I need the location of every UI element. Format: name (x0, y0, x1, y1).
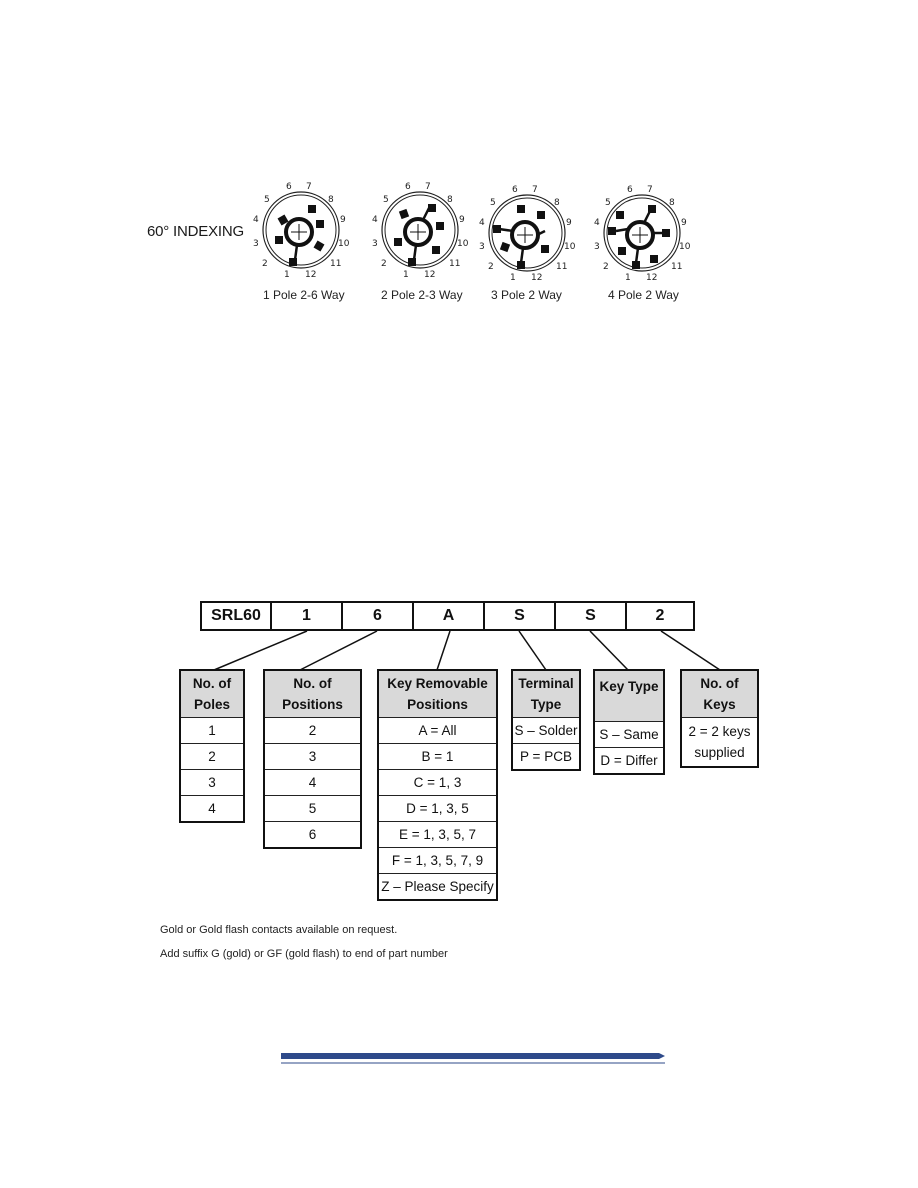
svg-text:12: 12 (646, 273, 658, 283)
svg-text:10: 10 (679, 242, 690, 252)
indexing-diagram-3-pole (479, 183, 575, 283)
switch-diagram-icon (479, 183, 575, 283)
svg-text:6: 6 (405, 182, 411, 192)
svg-text:4: 4 (372, 215, 378, 225)
svg-text:6: 6 (627, 185, 633, 195)
table-row: B = 1 (378, 744, 497, 770)
connector-key-type (590, 631, 628, 670)
connector-key-removable (437, 631, 450, 670)
svg-text:5: 5 (605, 198, 611, 208)
diagram-caption-4-pole: 4 Pole 2 Way (608, 288, 679, 302)
positions-table (263, 669, 362, 849)
indexing-label: 60° INDEXING (147, 223, 244, 240)
svg-text:7: 7 (532, 185, 538, 195)
positions-header: No. of Positions (264, 670, 361, 718)
svg-text:4: 4 (253, 215, 259, 225)
svg-text:3: 3 (479, 242, 485, 252)
svg-text:5: 5 (264, 195, 270, 205)
svg-text:8: 8 (328, 195, 334, 205)
switch-diagram-icon (372, 180, 468, 280)
svg-text:5: 5 (383, 195, 389, 205)
part-number-positions: 6 (343, 603, 414, 629)
table-row: C = 1, 3 (378, 770, 497, 796)
table-row: D = 1, 3, 5 (378, 796, 497, 822)
table-row: S – Same (594, 722, 664, 748)
svg-text:6: 6 (286, 182, 292, 192)
table-row: 1 (180, 718, 244, 744)
table-row: S – Solder (512, 718, 580, 744)
table-row: 6 (264, 822, 361, 849)
svg-text:12: 12 (305, 270, 317, 280)
svg-text:8: 8 (554, 198, 560, 208)
svg-text:12: 12 (424, 270, 436, 280)
part-number-key-type: S (556, 603, 627, 629)
note-gold-contacts: Gold or Gold flash contacts available on request. (160, 924, 398, 936)
terminal-type-header: Terminal Type (512, 670, 580, 718)
part-number-series: SRL60 (202, 603, 272, 629)
terminal-type-table (511, 669, 581, 771)
connector-poles (214, 631, 307, 670)
svg-text:1: 1 (625, 273, 631, 283)
connector-terminal (519, 631, 546, 670)
svg-text:2: 2 (488, 262, 494, 272)
table-row: 3 (180, 770, 244, 796)
svg-text:5: 5 (490, 198, 496, 208)
indexing-diagram-2-pole (372, 180, 468, 280)
svg-text:9: 9 (459, 215, 465, 225)
svg-text:10: 10 (338, 239, 349, 249)
diagram-caption-3-pole: 3 Pole 2 Way (491, 288, 562, 302)
svg-text:4: 4 (594, 218, 600, 228)
svg-text:4: 4 (479, 218, 485, 228)
svg-text:3: 3 (253, 239, 259, 249)
keys-table (680, 669, 759, 768)
table-row: P = PCB (512, 744, 580, 771)
footer-divider (281, 1051, 666, 1067)
svg-text:11: 11 (556, 262, 568, 272)
svg-text:11: 11 (330, 259, 342, 269)
svg-text:7: 7 (306, 182, 312, 192)
table-row: 4 (180, 796, 244, 823)
table-row: 3 (264, 744, 361, 770)
part-number-keys: 2 (655, 607, 665, 624)
table-row: Z – Please Specify (378, 874, 497, 901)
table-row: 2 (180, 744, 244, 770)
table-row: A = All (378, 718, 497, 744)
part-number-poles: 1 (272, 603, 343, 629)
svg-text:7: 7 (647, 185, 653, 195)
svg-text:9: 9 (340, 215, 346, 225)
svg-text:11: 11 (671, 262, 683, 272)
part-number-terminal: S (485, 603, 556, 629)
svg-text:10: 10 (564, 242, 575, 252)
switch-diagram-icon (253, 180, 349, 280)
svg-text:7: 7 (425, 182, 431, 192)
svg-text:10: 10 (457, 239, 468, 249)
svg-text:9: 9 (566, 218, 572, 228)
poles-table (179, 669, 245, 823)
table-row: 5 (264, 796, 361, 822)
table-row: F = 1, 3, 5, 7, 9 (378, 848, 497, 874)
key-type-header: Key Type (594, 670, 664, 722)
svg-text:2: 2 (381, 259, 387, 269)
svg-text:11: 11 (449, 259, 461, 269)
svg-text:1: 1 (403, 270, 409, 280)
indexing-diagram-4-pole (594, 183, 690, 283)
key-removable-header: Key Removable Positions (378, 670, 497, 718)
table-row: 4 (264, 770, 361, 796)
note-suffix: Add suffix G (gold) or GF (gold flash) to end of part number (160, 948, 448, 960)
keys-header: No. of Keys (681, 670, 758, 718)
switch-diagram-icon (594, 183, 690, 283)
table-row: 2 = 2 keys supplied (681, 718, 758, 768)
indexing-diagram-1-pole (253, 180, 349, 280)
connector-positions (300, 631, 377, 670)
svg-text:8: 8 (669, 198, 675, 208)
connector-keys (661, 631, 720, 670)
svg-text:1: 1 (510, 273, 516, 283)
table-row: D = Differ (594, 748, 664, 775)
part-number-key-removable: A (414, 603, 485, 629)
poles-header: No. of Poles (180, 670, 244, 718)
table-row: 2 (264, 718, 361, 744)
svg-text:6: 6 (512, 185, 518, 195)
svg-text:12: 12 (531, 273, 543, 283)
svg-text:8: 8 (447, 195, 453, 205)
table-row: E = 1, 3, 5, 7 (378, 822, 497, 848)
svg-text:3: 3 (594, 242, 600, 252)
key-removable-table (377, 669, 498, 901)
part-number-bar (200, 601, 695, 631)
svg-text:3: 3 (372, 239, 378, 249)
svg-text:1: 1 (284, 270, 290, 280)
svg-text:2: 2 (262, 259, 268, 269)
diagram-caption-1-pole: 1 Pole 2-6 Way (263, 288, 345, 302)
key-type-table (593, 669, 665, 775)
svg-text:2: 2 (603, 262, 609, 272)
diagram-caption-2-pole: 2 Pole 2-3 Way (381, 288, 463, 302)
svg-text:9: 9 (681, 218, 687, 228)
